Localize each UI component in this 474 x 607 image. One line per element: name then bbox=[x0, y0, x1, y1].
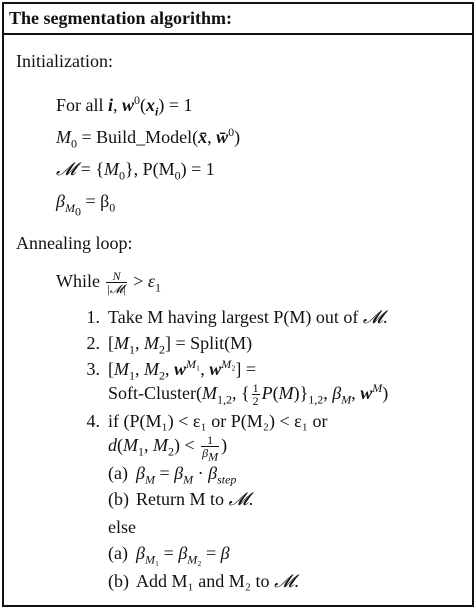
step-2-text: = Split(M) bbox=[175, 333, 253, 353]
while-fraction: $\frac{N}{\text{|𝓜|}}$ bbox=[107, 269, 126, 297]
init-line-1: For all i, $w^0(x_i) = 1$ bbox=[56, 93, 193, 119]
step-3: 3. [$M_1$, $M_2$, $w^{M_1}$, $w^{M_2}$] = bbox=[86, 357, 257, 383]
init-line-3-eq: , P(M bbox=[133, 159, 175, 179]
algorithm-box bbox=[2, 2, 474, 607]
sub-step-b2: (b) Add M₁ and M₂ to 𝓜. bbox=[108, 571, 299, 592]
sub-step-b1-text: Return M to bbox=[136, 489, 224, 509]
init-line-4: $\beta_{M_0} = \beta_0$ bbox=[56, 191, 116, 218]
step-4-line-2: $d(M_1$, $M_2$) < $\frac{1}{\beta_M}$ ) bbox=[108, 433, 228, 464]
init-heading: Initialization: bbox=[16, 51, 113, 71]
sub-step-b1: (b) Return M to 𝓜. bbox=[108, 489, 254, 510]
step-3-line-2: Soft-$Cluster(M_{1,2}$, { $\frac{1}{2}$ $P(M)\}_{1,2}$, $\beta_M$, $w^M$) bbox=[108, 381, 389, 409]
step-1-text: Take M having largest P(M) out of bbox=[108, 307, 359, 327]
init-line-2-eq: = Build_Model( bbox=[81, 127, 199, 147]
step-3-soft-cluster: Soft-Cluster( bbox=[108, 383, 202, 403]
sub-step-b2-text: Add M₁ and M₂ to bbox=[136, 571, 270, 591]
step-4: 4. if (P(M₁) < ε₁ or P(M₂) < ε₁ or bbox=[86, 411, 328, 431]
step-2: 2. [$M_1$, $M_2$] = Split(M) bbox=[86, 333, 253, 357]
sub-step-a2: (a) $\beta_{M_1} = \beta_{M_2} = \beta$ bbox=[108, 543, 230, 567]
step-1: 1. Take M having largest P(M) out of 𝓜. bbox=[86, 307, 388, 328]
init-line-4-eq: = β bbox=[85, 191, 110, 211]
title-bar bbox=[4, 4, 472, 35]
init-line-1-eq: = 1 bbox=[168, 95, 193, 115]
init-line-2: $M_0$ = Build_Model(x̄, w̄$^0$) bbox=[56, 125, 241, 151]
else-keyword: else bbox=[108, 517, 136, 537]
step-4-line-1: if (P(M₁) < ε₁ or P(M₂) < ε₁ or bbox=[108, 411, 328, 431]
init-line-3-tail: ) = 1 bbox=[180, 159, 215, 179]
sub-step-a1: (a) $\beta_M = \beta_M \cdot \beta_{step}$ bbox=[108, 463, 237, 487]
loop-heading: Annealing loop: bbox=[16, 233, 133, 253]
init-line-1-prefix: For all bbox=[56, 95, 104, 115]
init-line-3: 𝓜 = $\{M_0\}$, $P(M_0) = 1$ bbox=[56, 159, 215, 183]
while-line: While $\frac{N}{\text{|𝓜|}}$ > $\varepsilon_1$ bbox=[56, 269, 161, 297]
algorithm-title: The segmentation algorithm: bbox=[9, 8, 232, 28]
while-keyword: While bbox=[56, 271, 100, 291]
